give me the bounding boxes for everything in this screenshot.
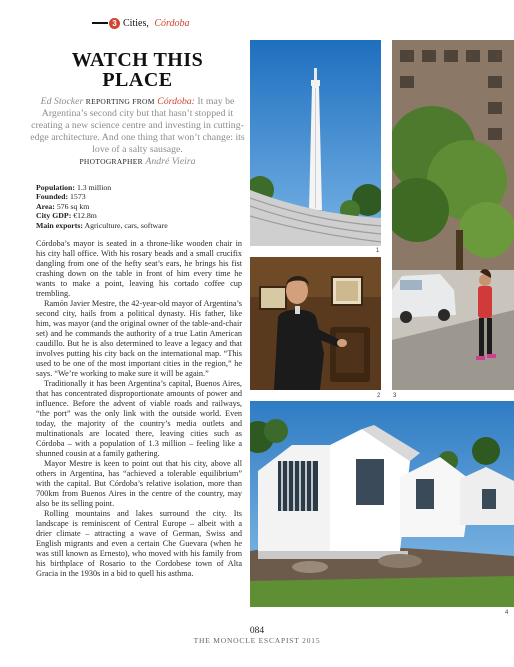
fact-label: Area: xyxy=(36,201,55,211)
body-paragraph: Córdoba’s mayor is seated in a throne-like wooden chair in his city hall office. With his rosary beads and a small crucifix dangling from one of the hefty seat’s ears, he brings his fist crashing down on the table in front of him every time he wants to make a point, leaving his cortado coffee cup trembling. xyxy=(36,239,242,298)
fact-item xyxy=(36,202,168,211)
fact-value: Agriculture, cars, software xyxy=(84,220,168,230)
section-number-badge: 3 xyxy=(109,18,120,29)
reporting-label: REPORTING FROM xyxy=(85,97,155,106)
photo-number: 3 xyxy=(393,393,397,399)
body-paragraph: Rolling mountains and lakes surround the city. Its landscape is reminiscent of Central Europe – albeit with a drier climate – attracting a wave of German, Swiss and English migrants and even a certain Che Guevara (when he was still known as Ernesto), who moved with his family from his birthplace of Rosario to the Cordobese town of Alta Gracia in the 1930s in a bid to quell his asthma. xyxy=(36,509,242,578)
headline-line-2: PLACE xyxy=(102,69,173,91)
photo-tower xyxy=(250,40,381,246)
photo-number: 4 xyxy=(505,610,509,616)
standfirst xyxy=(30,96,245,168)
section-header xyxy=(92,15,190,31)
fact-value: €12.8m xyxy=(73,211,97,221)
photographer-name: André Vieira xyxy=(145,156,196,167)
fact-item xyxy=(36,221,168,230)
section-rule xyxy=(92,22,108,24)
reporting-location: Córdoba: xyxy=(157,96,195,107)
fact-label: Main exports: xyxy=(36,220,83,230)
photo-house xyxy=(250,401,514,607)
fact-item xyxy=(36,211,168,220)
photo-number: 2 xyxy=(377,393,381,399)
fact-item xyxy=(36,192,168,201)
body-paragraph: Ramón Javier Mestre, the 42-year-old mayor of Argentina’s second city, hails from a political dynasty. His father, like him, was mayor (and the original owner of the table-and-chair set) and he commands the authority of a true Latin American caudillo. But he is also determined to leave a legacy and that involves putting his city back on the international map. “This used to be one of the most important cities in the region,” he says. “We’re working to make sure it will be again.” xyxy=(36,299,242,378)
section-city: Córdoba xyxy=(154,17,190,29)
photo-mayor xyxy=(250,257,381,390)
fact-label: Population: xyxy=(36,183,75,192)
photo-number: 1 xyxy=(376,248,380,254)
page-number: 084 xyxy=(249,626,265,636)
headline xyxy=(30,50,245,90)
author-name: Ed Stocker xyxy=(40,96,84,107)
standfirst-text: It may be Argentina’s second city but that hasn’t stopped it creating a new science centre and investing in cutting-edge architecture. And one thing that won’t change: its love of a salty sausage. xyxy=(30,96,245,155)
fact-list xyxy=(36,183,168,230)
article-body xyxy=(36,239,242,579)
fact-label: Founded: xyxy=(36,192,69,202)
fact-item xyxy=(36,183,168,192)
photo-street xyxy=(392,40,514,390)
body-paragraph: Mayor Mestre is keen to point out that his city, above all others in Argentina, has “achieved a tolerable equilibrium” with the capital. But Córdoba’s relative isolation, more than 700km from Buenos Aires in the centre of the country, may also be its selling point. xyxy=(36,459,242,508)
fact-value: 1573 xyxy=(70,192,86,202)
fact-value: 576 sq km xyxy=(56,201,90,211)
body-paragraph: Traditionally it has been Argentina’s capital, Buenos Aires, that has concentrated disproportionate amounts of power and influence. Before the advent of viable roads and railways, “the port” was the only link with the outside world. Even today, the majority of the country’s media outlets and multinationals are located there, leaving cities such as Córdoba – with a population of 1.3 million – feeling like a shunned cousin at a family gathering. xyxy=(36,379,242,458)
publication-footer: THE MONOCLE ESCAPIST 2015 xyxy=(193,636,321,645)
fact-label: City GDP: xyxy=(36,211,72,221)
section-name: Cities, xyxy=(123,17,149,29)
fact-value: 1.3 million xyxy=(76,183,112,192)
headline-line-1: WATCH THIS xyxy=(71,49,204,71)
photographer-label: PHOTOGRAPHER xyxy=(79,157,143,166)
